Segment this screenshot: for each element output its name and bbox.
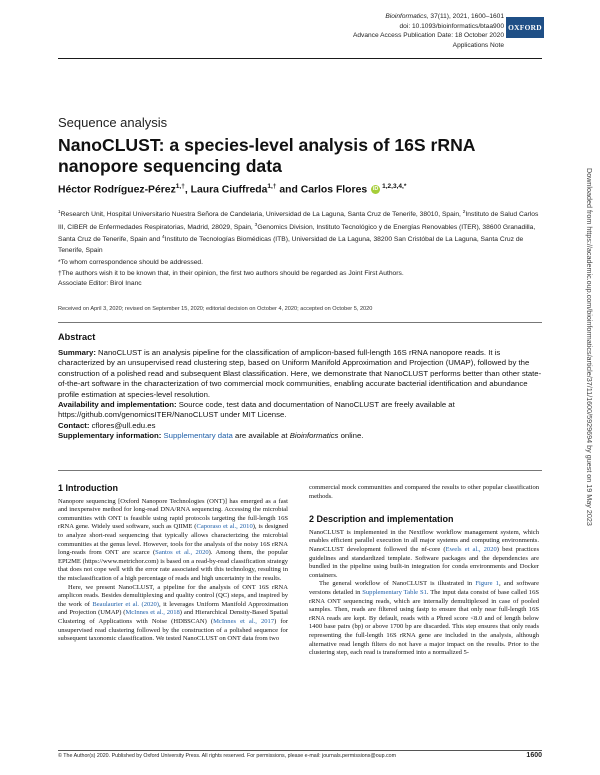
body-paragraph xyxy=(309,529,539,581)
affil-number: 2 xyxy=(462,210,466,215)
affil-number: 4 xyxy=(161,235,165,241)
body-text: ) for unsupervised read clustering followed by the construction of a polished sequence for subsequent taxonomic classification. We tested NanoCLUST on ONT data from two xyxy=(58,617,289,643)
journal-name: Bioinformatics xyxy=(385,13,427,20)
body-text: , and software versions detailed in xyxy=(309,580,539,596)
page-footer xyxy=(58,753,542,759)
divider xyxy=(58,322,542,323)
body-text: . The input data consist of base called 16S rRNA ONT sequencing reads, which are internally demultiplexed in case of pooled samples. Then, reads are filtered using fastp to ensure that only near full-length 16S rRNA reads are kept. By default, reads with a Phred score <8.0 and of length below 1400 base pairs (bp) or above 1700 bp are discarded. This step ensures that only reads representing the full-length 16S rRNA gene are included in the analysis, although alternative read length filters do not have a major impact on the results. Prior to the clustering step, each read is transformed into a normalized 5- xyxy=(309,588,539,657)
right-column xyxy=(309,484,539,658)
section-heading-description: 2 Description and implementation xyxy=(309,514,454,525)
citation-link[interactable]: Ewels et al., 2020 xyxy=(445,545,497,553)
affiliations xyxy=(58,208,546,256)
oxford-logo: OXFORD xyxy=(506,17,544,38)
affiliation-text: Research Unit, Hospital Universitario Nuestra Señora de Candelaria, Universidad de La Laguna, Santa Cruz de Tenerife, 38010, Spain, xyxy=(60,211,463,219)
body-text: , it leverages Uniform Manifold Approximation and Projection (UMAP) ( xyxy=(58,600,288,617)
summary-text: NanoCLUST is an analysis pipeline for the classification of amplicon-based full-length 16S rRNA nanopore reads. It is characterized by an unsupervised read clustering step, based on Uniform Manifold Approximation and Projection (UMAP), followed by the construction of a polished read and subsequent Blast classification. Here, we demonstrate that NanoCLUST performs better than other state-of-the-art software in the characterization of two commercial mock communities, enabling accurate bacterial identification and abundance profile estimation at species-level resolution. xyxy=(58,348,542,399)
left-column xyxy=(58,484,288,644)
body-text: Here, we present NanoCLUST, a pipeline for the analysis of ONT 16S rRNA amplicon reads. Besides demultiplexing and quality control (QC) steps, and inspired by the work of xyxy=(58,583,288,608)
author-affil-sup: 1,† xyxy=(175,183,185,190)
article-title: NanoCLUST: a species-level analysis of 16S rRNA nanopore sequencing data xyxy=(58,135,475,176)
copyright-notice: © The Author(s) 2020. Published by Oxford University Press. All rights reserved. For permissions, please e-mail: journals.permissions@oup.com xyxy=(58,753,397,759)
section-tag: Sequence analysis xyxy=(58,115,168,130)
header-rule xyxy=(58,58,542,59)
received-dates: Received on April 3, 2020; revised on September 15, 2020; editorial decision on October 4, 2020; accepted on October 5, 2020 xyxy=(58,306,373,312)
citation-link[interactable]: Caporaso et al., 2010 xyxy=(196,523,253,531)
body-text: The general workflow of NanoCLUST is illustrated in xyxy=(319,580,476,588)
body-paragraph xyxy=(309,580,539,657)
affiliation-text: Instituto de Salud Carlos III, CIBER de Enfermedades Respiratorias, Madrid, 28029, Spain, xyxy=(58,211,539,231)
contact-email[interactable]: cflores@ull.edu.es xyxy=(89,420,156,430)
author-name[interactable]: Carlos Flores xyxy=(300,184,368,196)
body-paragraph: commercial mock communities and compared the results to other popular classification methods. xyxy=(309,484,539,500)
abstract-contact xyxy=(58,421,544,431)
body-text: ) and Hierarchical Density-Based Spatial Clustering of Applications with Noise (HDBSCAN) ( xyxy=(58,609,288,625)
body-text: Nanopore sequencing [Oxford Nanopore Technologies (ONT)] has emerged as a fast and inexpensive method for long-read DNA/RNA sequencing. Accessing the microbial communities with ONT is feasible using rapid protocols targeting the full-length 16S rRNA gene. Widely used software, such as QIIME ( xyxy=(58,497,288,531)
author-affil-sup: 1,† xyxy=(267,183,277,190)
affil-number: 1 xyxy=(58,210,61,215)
journal-name: Bioinformatics xyxy=(289,431,339,441)
supplementary-table-link[interactable]: Supplementary Table S1 xyxy=(362,588,427,596)
section-heading-introduction: 1 Introduction xyxy=(58,483,118,493)
advance-access-date: Advance Access Publication Date: 18 October 2020 xyxy=(352,32,504,40)
citation-link[interactable]: McInnes et al., 2018 xyxy=(125,609,180,617)
abstract-heading: Abstract xyxy=(58,332,96,342)
associate-editor: Associate Editor: Birol Inanc xyxy=(58,280,142,288)
orcid-icon[interactable]: iD xyxy=(372,186,379,193)
footer-rule xyxy=(58,750,542,751)
supplementary-text-end: online. xyxy=(338,431,364,441)
abstract-availability xyxy=(58,400,544,421)
author-separator: and xyxy=(276,184,301,196)
article-type: Applications Note xyxy=(452,41,504,49)
author-name[interactable]: Héctor Rodríguez-Pérez xyxy=(58,184,176,196)
author-name[interactable]: Laura Ciuffreda xyxy=(190,184,268,196)
author-affil-sup: 1,2,3,4,* xyxy=(382,183,407,190)
author-list xyxy=(58,183,528,195)
figure-link[interactable]: Figure 1 xyxy=(475,580,499,588)
body-paragraph xyxy=(58,498,288,584)
joint-author-note: †The authors wish it to be known that, in their opinion, the first two authors should be regarded as Joint First Authors. xyxy=(58,269,404,277)
abstract-body xyxy=(58,348,544,442)
citation-link[interactable]: Santos et al., 2020 xyxy=(155,549,209,557)
abstract-summary xyxy=(58,348,544,400)
doi[interactable]: doi: 10.1093/bioinformatics/btaa900 xyxy=(399,22,504,30)
affil-number: 3 xyxy=(254,222,258,228)
summary-label: Summary: xyxy=(58,348,96,357)
journal-citation: , 37(11), 2021, 1600–1601 xyxy=(426,13,504,20)
citation-link[interactable]: McInnes et al., 2017 xyxy=(213,617,275,625)
author-notes xyxy=(58,258,528,290)
abstract-rule xyxy=(58,470,542,471)
abstract-supplementary xyxy=(58,431,544,441)
page-number: 1600 xyxy=(526,752,542,759)
body-paragraph xyxy=(58,584,288,644)
affiliation-text: Genomics Division, Instituto Tecnológico y de Energías Renovables (ITER), 38600 Granadilla, Santa Cruz de Tenerife, Spain and xyxy=(58,223,536,244)
journal-header xyxy=(264,12,504,50)
availability-text: Source code, test data and documentation of NanoCLUST are freely available at https://github.com/genomicsITER/NanoCLUST under MIT License. xyxy=(58,400,455,420)
supplementary-data-link[interactable]: Supplementary data xyxy=(163,431,233,441)
body-text: ) best practices guidelines and standardized template. Software packages and the dependencies are bundled in the pipeline using built-in integration for conda environments and Docker containers. xyxy=(309,545,539,579)
correspondence-note: *To whom correspondence should be addressed. xyxy=(58,259,203,266)
body-text: NanoCLUST is implemented in the Nextflow workflow management system, which enables efficient parallel execution in all major systems and computing environments. NanoCLUST development followed the nf-core ( xyxy=(309,528,539,553)
supplementary-label: Supplementary information: xyxy=(58,431,162,441)
body-text: ). Among them, the popular EPI2ME (https://www.metrichor.com) is based on a read-by-read classification strategy that does not cope well with the error rate associated with this technology, resulting in the misclassification of a high percentage of reads and high uncertainty in the results. xyxy=(58,549,289,582)
download-watermark: Downloaded from https://academic.oup.com/bioinformatics/article/37/11/1600/5929694 by guest on 19 May 2023 xyxy=(585,168,594,526)
affiliation-text: Instituto de Tecnologías Biomédicas (ITB), Universidad de La Laguna, 38200 San Cristóbal de La Laguna, Santa Cruz de Tenerife, Spain xyxy=(58,236,524,254)
availability-label: Availability and implementation: xyxy=(58,400,177,410)
supplementary-text: are available at xyxy=(232,431,290,441)
body-text: ), is designed to analyze short-read sequencing that typically allows characterizing the microbial communities at the genus level. However, tools for the analysis of the noisy 16S rRNA long-reads from ONT are scarce ( xyxy=(58,523,288,557)
author-separator: , xyxy=(184,184,191,196)
citation-link[interactable]: Beaulaurier et al. (2020) xyxy=(92,600,159,608)
contact-label: Contact: xyxy=(58,420,90,430)
